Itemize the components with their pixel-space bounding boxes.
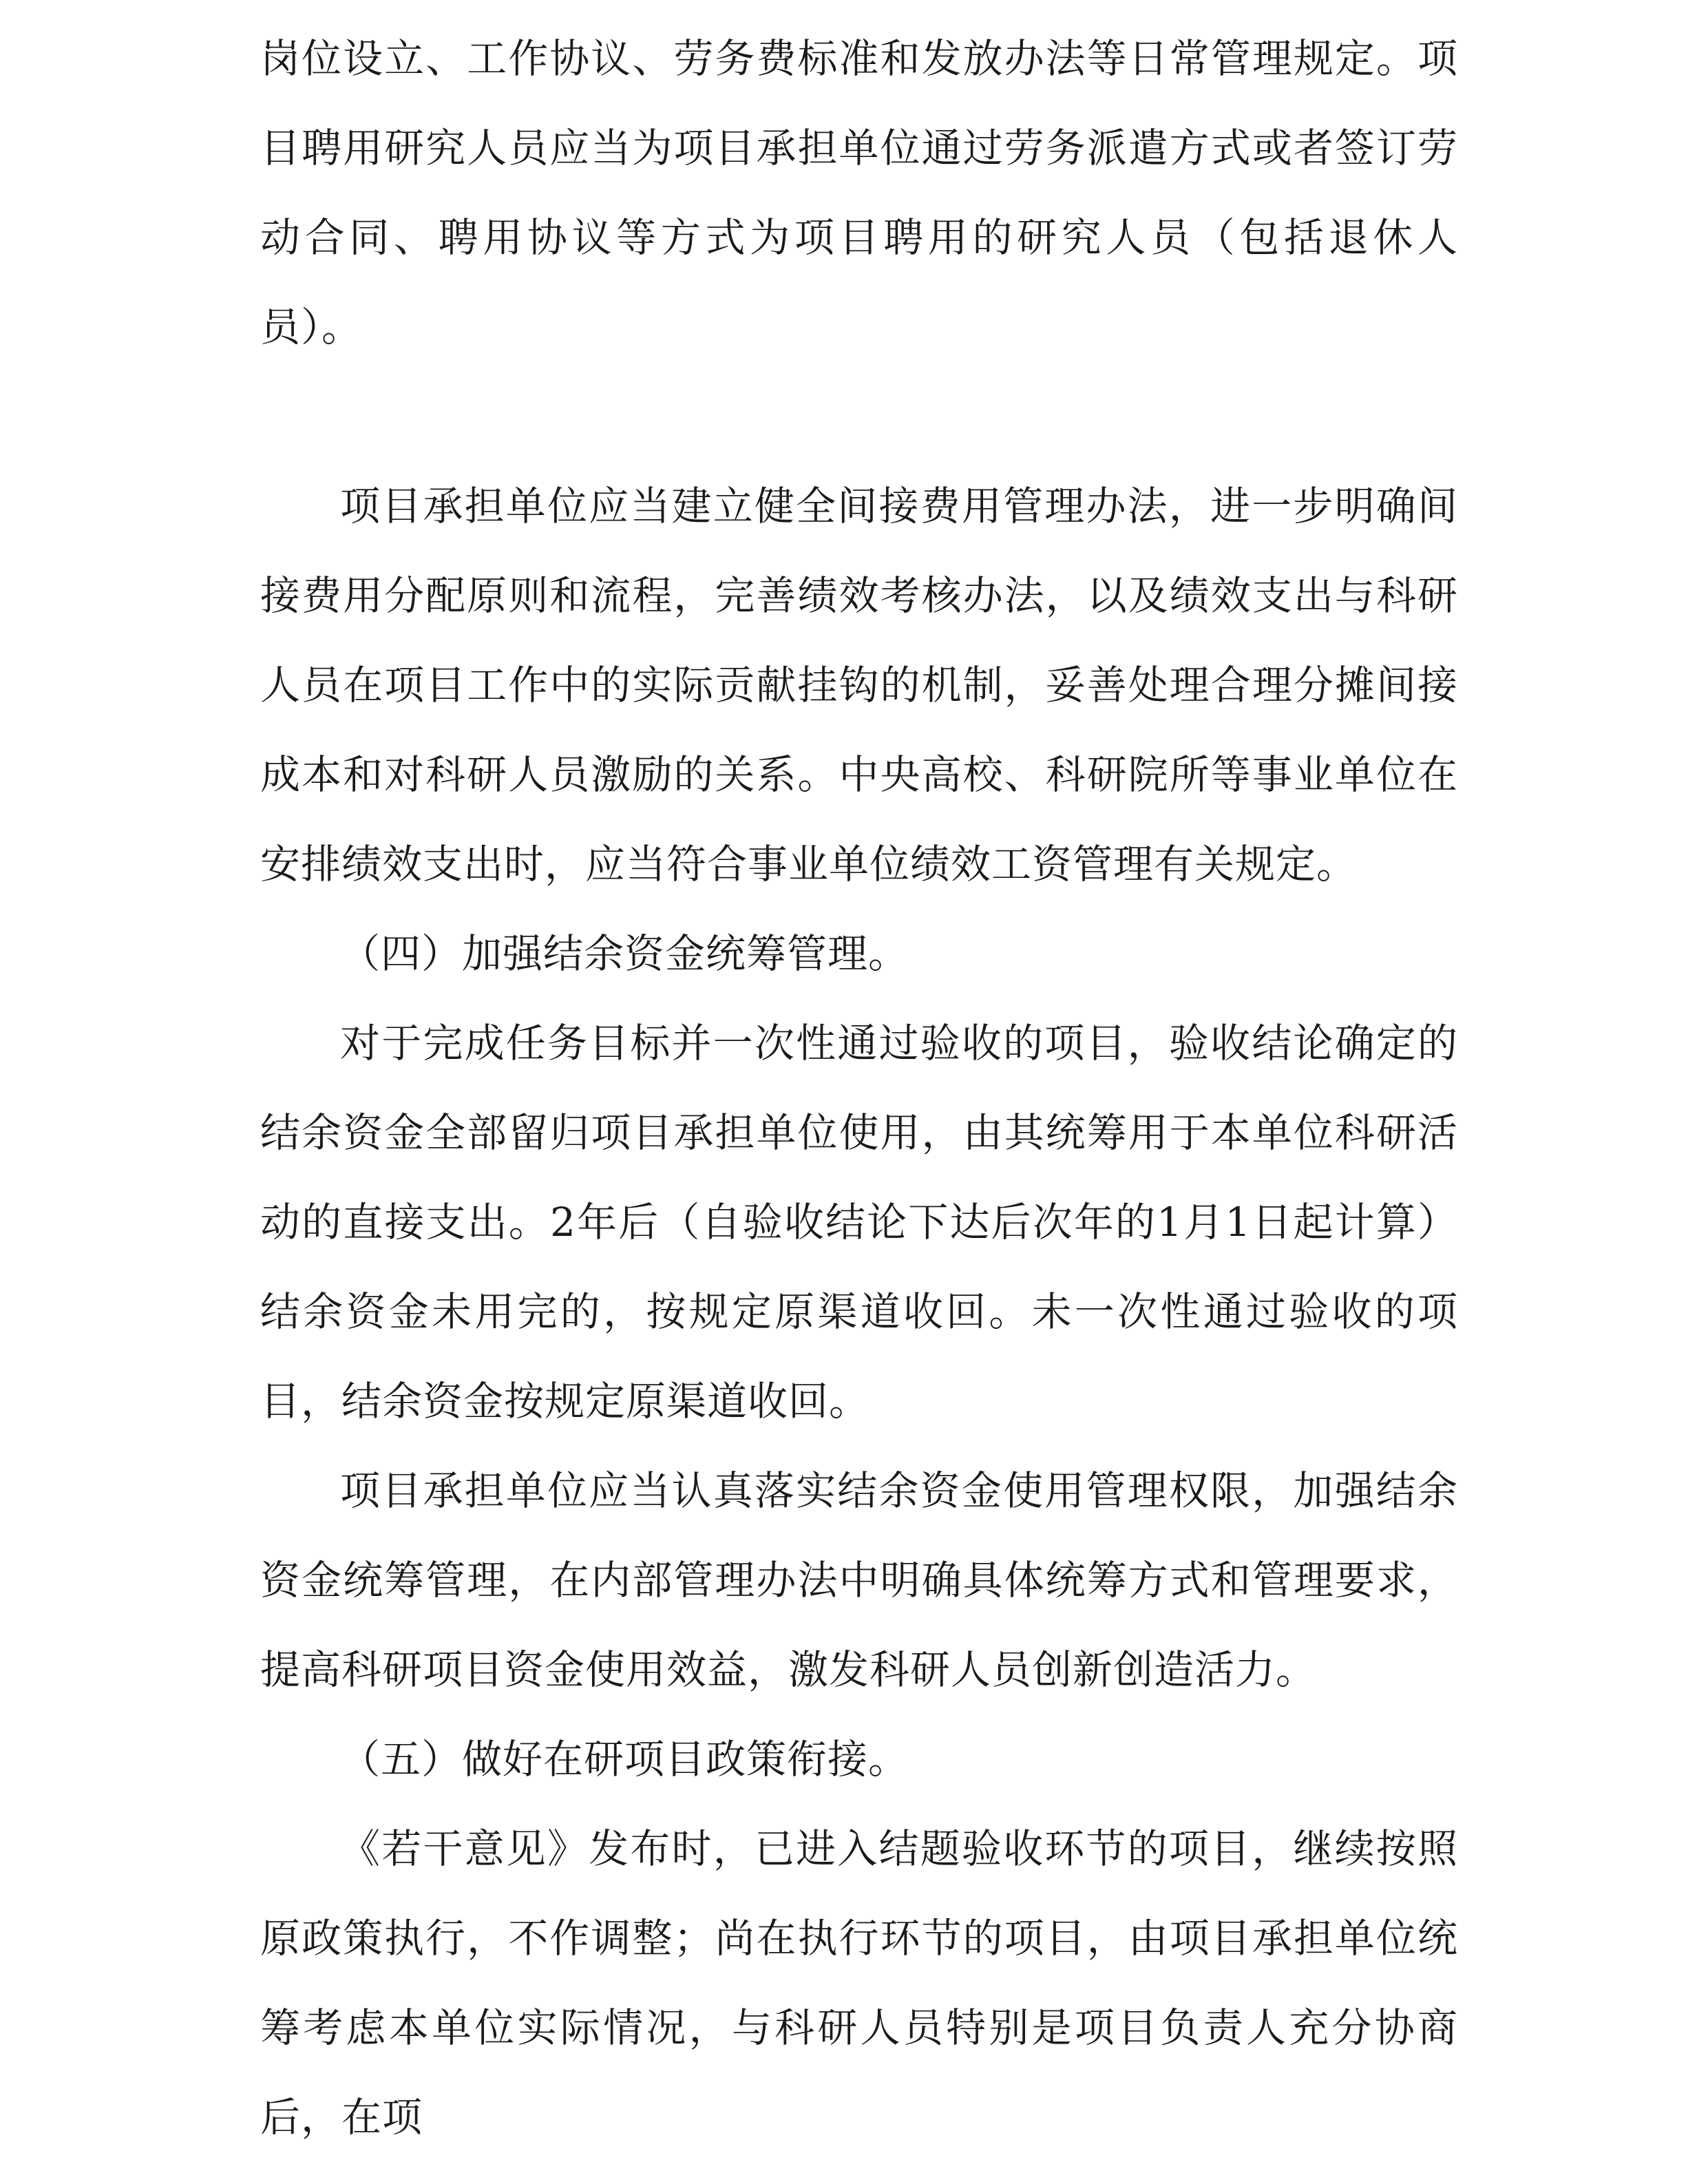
paragraph-policy-transition: 《若干意见》发布时，已进入结题验收环节的项目，继续按照原政策执行，不作调整；尚在执行环节的项目，由项目承担单位统筹考虑本单位实际情况，与科研人员特别是项目负责人充分协商后，在项: [260, 1825, 1458, 2141]
paragraph-surplus-management: 项目承担单位应当认真落实结余资金使用管理权限，加强结余资金统筹管理，在内部管理办法中明确具体统筹方式和管理要求，提高科研项目资金使用效益，激发科研人员创新创造活力。: [260, 1467, 1458, 1693]
paragraph-indirect-costs: 项目承担单位应当建立健全间接费用管理办法，进一步明确间接费用分配原则和流程，完善绩效考核办法，以及绩效支出与科研人员在项目工作中的实际贡献挂钩的机制，妥善处理合理分摊间接成本和对科研人员激励的关系。中央高校、科研院所等事业单位在安排绩效支出时，应当符合事业单位绩效工资管理有关规定。: [260, 483, 1458, 888]
paragraph-surplus-funds: 对于完成任务目标并一次性通过验收的项目，验收结论确定的结余资金全部留归项目承担单位使用，由其统筹用于本单位科研活动的直接支出。2年后（自验收结论下达后次年的1月1日起计算）结余资金未用完的，按规定原渠道收回。未一次性通过验收的项目，结余资金按规定原渠道收回。: [260, 1020, 1458, 1425]
section-heading-4: （四）加强结余资金统筹管理。: [340, 930, 909, 977]
paragraph-gap: [260, 372, 1458, 461]
section-heading-5: （五）做好在研项目政策衔接。: [340, 1736, 909, 1783]
paragraph-continuation: 岗位设立、工作协议、劳务费标准和发放办法等日常管理规定。项目聘用研究人员应当为项目承担单位通过劳务派遣方式或者签订劳动合同、聘用协议等方式为项目聘用的研究人员（包括退休人员）。: [260, 35, 1458, 350]
document-body: [260, 14, 1458, 2162]
